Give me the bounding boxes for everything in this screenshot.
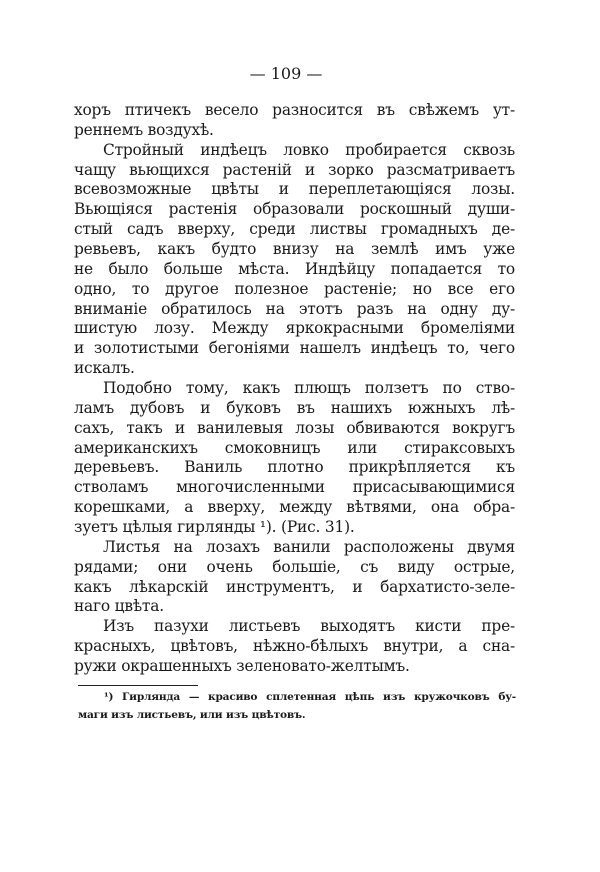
text-line: реннемъ воздухѣ. bbox=[74, 120, 214, 139]
text-line: чащу вьющихся растеній и зорко разсматриваетъ bbox=[74, 160, 515, 179]
text-line: ревьевъ, какъ будто внизу на землѣ имъ уже bbox=[74, 240, 515, 259]
text-line: вниманіе обратилось на этотъ разъ на одну ду- bbox=[74, 299, 515, 318]
body-text bbox=[74, 101, 515, 677]
text-line: одно, то другое полезное растеніе; но все его bbox=[74, 279, 515, 298]
text-line: наго цвѣта. bbox=[74, 597, 164, 616]
text-line: Листья на лозахъ ванили расположены двумя bbox=[103, 537, 515, 556]
text-line: Вьющіяся растенія образовали роскошный души- bbox=[74, 200, 515, 219]
footnote-rule bbox=[78, 685, 198, 686]
text-line: шистую лозу. Между яркокрасными бромеліями bbox=[74, 319, 515, 338]
text-line: Изъ пазухи листьевъ выходятъ кисти пре- bbox=[103, 617, 515, 636]
text-line: всевозможные цвѣты и переплетающіяся лозы. bbox=[74, 180, 515, 199]
text-line: Стройный индѣецъ ловко пробирается сквозь bbox=[103, 140, 515, 159]
text-line: Подобно тому, какъ плющъ ползетъ по ство- bbox=[103, 379, 515, 398]
text-line: деревьевъ. Ваниль плотно прикрѣпляется къ bbox=[74, 458, 515, 477]
text-line: красныхъ, цвѣтовъ, нѣжно-бѣлыхъ внутри, а сна- bbox=[74, 637, 515, 656]
text-line: и золотистыми бегоніями нашелъ индѣецъ то, чего bbox=[74, 339, 515, 358]
text-line: искалъ. bbox=[74, 359, 135, 378]
text-line: американскихъ смоковницъ или стираксовыхъ bbox=[74, 438, 515, 457]
text-line: стый садъ вверху, среди листвы громадныхъ де- bbox=[74, 220, 515, 239]
text-line: стволамъ многочисленными присасывающимися bbox=[74, 478, 515, 497]
page-number: — 109 — bbox=[249, 64, 323, 83]
text-line: рядами; они очень большіе, съ виду острые, bbox=[74, 557, 515, 576]
footnote-line: маги изъ листьевъ, или изъ цвѣтовъ. bbox=[78, 709, 306, 721]
text-line: сахъ, такъ и ванилевыя лозы обвиваются вокругъ bbox=[74, 418, 515, 437]
text-line: не было больше мѣста. Индѣйцу попадается то bbox=[74, 259, 515, 278]
text-line: ружи окрашенныхъ зеленовато-желтымъ. bbox=[74, 657, 410, 676]
text-line: корешками, а вверху, между вѣтвями, она обра- bbox=[74, 498, 515, 517]
text-line: какъ лѣкарскій инструментъ, и бархатисто-зеле- bbox=[74, 577, 515, 596]
text-line: хоръ птичекъ весело разносится въ свѣжемъ ут- bbox=[74, 101, 515, 119]
footnote-line: ¹) Гирлянда — красиво сплетенная цѣпь изъ кружочковъ бу- bbox=[104, 691, 516, 703]
text-line: зуетъ цѣлыя гирлянды ¹). (Рис. 31). bbox=[74, 518, 355, 537]
footnote bbox=[78, 688, 516, 724]
text-line: ламъ дубовъ и буковъ въ нашихъ южныхъ лѣ- bbox=[74, 398, 515, 417]
